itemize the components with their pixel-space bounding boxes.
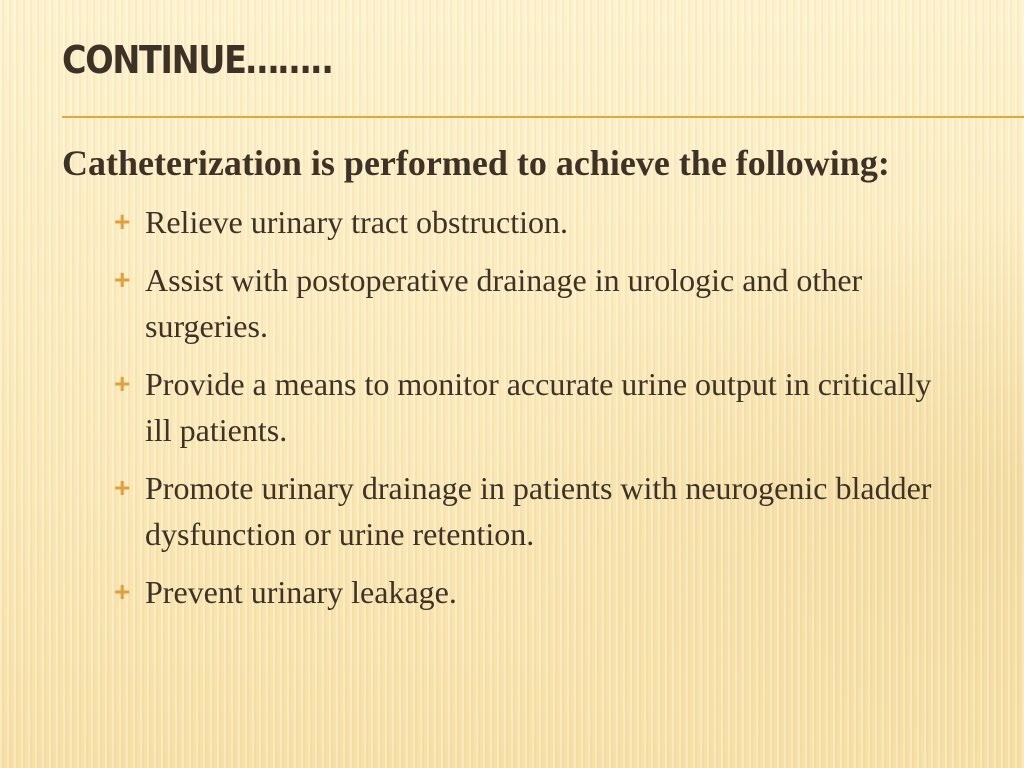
bullet-list [62, 199, 962, 615]
bullet-text: Assist with postoperative drainage in urologic and other surgeries. [145, 262, 863, 344]
bullet-text: Promote urinary drainage in patients with neurogenic bladder dysfunction or urine retention. [145, 470, 932, 552]
bullet-text: Prevent urinary leakage. [145, 574, 457, 610]
list-item [114, 361, 962, 453]
plus-icon: + [114, 264, 131, 295]
list-item [114, 257, 962, 349]
bullet-text: Relieve urinary tract obstruction. [145, 204, 568, 240]
bullet-text: Provide a means to monitor accurate urine output in critically ill patients. [145, 366, 932, 448]
title-divider [62, 116, 1024, 118]
list-item [114, 199, 962, 245]
lead-text: Catheterization is performed to achieve the following: [62, 143, 890, 183]
list-item [114, 569, 962, 615]
plus-icon: + [114, 576, 131, 607]
plus-icon: + [114, 368, 131, 399]
slide-title: CONTINUE…….. [62, 38, 333, 82]
plus-icon: + [114, 206, 131, 237]
list-item [114, 465, 962, 557]
plus-icon: + [114, 472, 131, 503]
slide-body [62, 138, 962, 627]
